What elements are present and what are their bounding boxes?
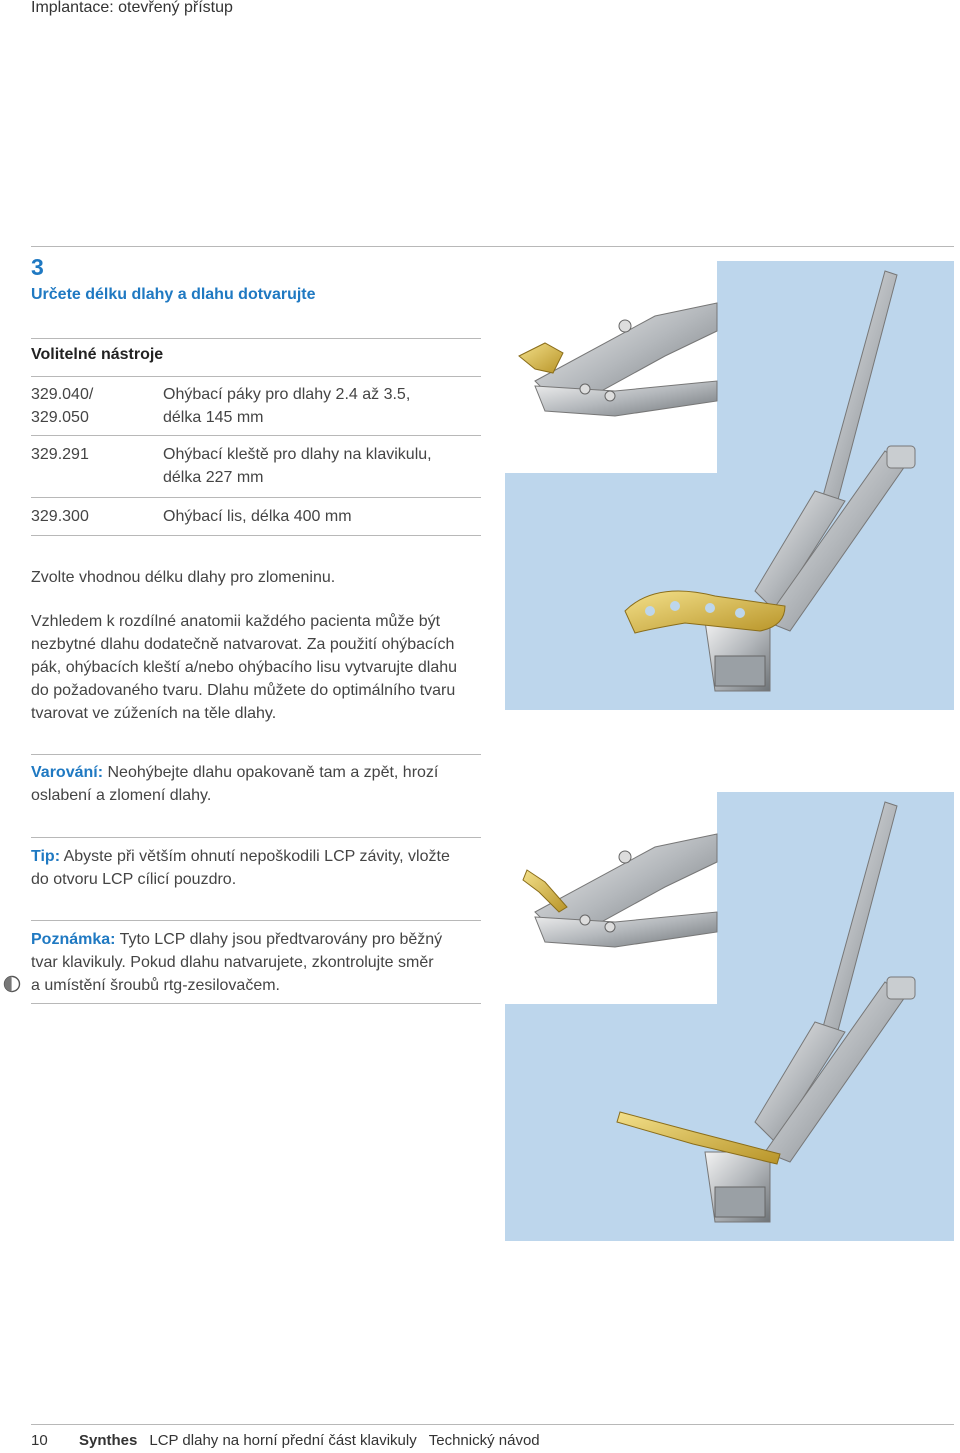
tip-divider <box>31 837 481 838</box>
warning-text: Neohýbejte dlahu opakovaně tam a zpět, hrozí <box>107 764 439 781</box>
footer <box>31 1432 540 1449</box>
note-icon <box>3 975 21 993</box>
section-divider <box>31 246 954 247</box>
tool-description-line: Ohýbací páky pro dlahy 2.4 až 3.5, <box>163 386 411 403</box>
footer-divider <box>31 1424 954 1425</box>
body-line: nezbytné dlahu dodatečně natvarovat. Za použití ohýbacích <box>31 636 455 653</box>
tip-text: do otvoru LCP cílicí pouzdro. <box>31 871 237 888</box>
tools-divider <box>31 435 481 436</box>
warning-text: oslabení a zlomení dlahy. <box>31 787 212 804</box>
body-line: Vzhledem k rozdílné anatomii každého pacienta může být <box>31 613 441 630</box>
tool-code-line: 329.291 <box>31 446 89 463</box>
tools-divider <box>31 497 481 498</box>
note-divider <box>31 1003 481 1004</box>
footer-doc-title: LCP dlahy na horní přední část klavikuly <box>149 1432 417 1449</box>
footer-brand: Synthes <box>79 1432 138 1449</box>
tools-divider <box>31 535 481 536</box>
note-label: Poznámka: <box>31 931 116 948</box>
note-text: a umístění šroubů rtg-zesilovačem. <box>31 977 280 994</box>
tool-description <box>163 443 432 489</box>
tip-block <box>31 845 481 891</box>
tool-description-line: délka 145 mm <box>163 409 264 426</box>
header-title: Implantace: otevřený přístup <box>31 0 233 16</box>
note-block <box>31 928 481 997</box>
tool-description <box>163 505 352 528</box>
body-paragraph <box>31 610 483 725</box>
page-number: 10 <box>31 1432 48 1449</box>
body-line: tvarovat ve zúženích na těle dlahy. <box>31 705 277 722</box>
tool-code <box>31 505 89 528</box>
tools-divider <box>31 338 481 339</box>
warning-label: Varování: <box>31 764 104 781</box>
body-paragraph: Zvolte vhodnou délku dlahy pro zlomeninu. <box>31 569 336 586</box>
tool-code <box>31 443 89 466</box>
tool-description-line: Ohýbací lis, délka 400 mm <box>163 508 352 525</box>
note-text: tvar klavikuly. Pokud dlahu natvarujete, zkontrolujte směr <box>31 954 434 971</box>
bending-press-figure-2 <box>505 792 954 1241</box>
warning-block <box>31 761 481 807</box>
note-divider <box>31 920 481 921</box>
body-line: pák, ohýbacích kleští a/nebo ohýbacího lisu vytvarujte dlahu <box>31 659 458 676</box>
bending-press-figure-1 <box>505 261 954 710</box>
tool-description <box>163 383 410 429</box>
tools-title: Volitelné nástroje <box>31 346 164 363</box>
tool-code-line: 329.300 <box>31 508 89 525</box>
tool-code-line: 329.050 <box>31 409 89 426</box>
body-line: do požadovaného tvaru. Dlahu můžete do optimálního tvaru <box>31 682 456 699</box>
step-title: Určete délku dlahy a dlahu dotvarujte <box>31 286 316 303</box>
tool-code <box>31 383 93 429</box>
tools-divider <box>31 376 481 377</box>
note-text: Tyto LCP dlahy jsou předtvarovány pro běžný <box>119 931 443 948</box>
tool-description-line: Ohýbací kleště pro dlahy na klavikulu, <box>163 446 432 463</box>
bending-press-illustration <box>505 792 954 1241</box>
tip-label: Tip: <box>31 848 61 865</box>
tip-text: Abyste při větším ohnutí nepoškodili LCP závity, vložte <box>63 848 450 865</box>
warning-divider <box>31 754 481 755</box>
bending-press-illustration <box>505 261 954 710</box>
footer-doc-type: Technický návod <box>428 1432 540 1449</box>
tool-code-line: 329.040/ <box>31 386 94 403</box>
tool-description-line: délka 227 mm <box>163 469 264 486</box>
step-number: 3 <box>31 254 44 280</box>
